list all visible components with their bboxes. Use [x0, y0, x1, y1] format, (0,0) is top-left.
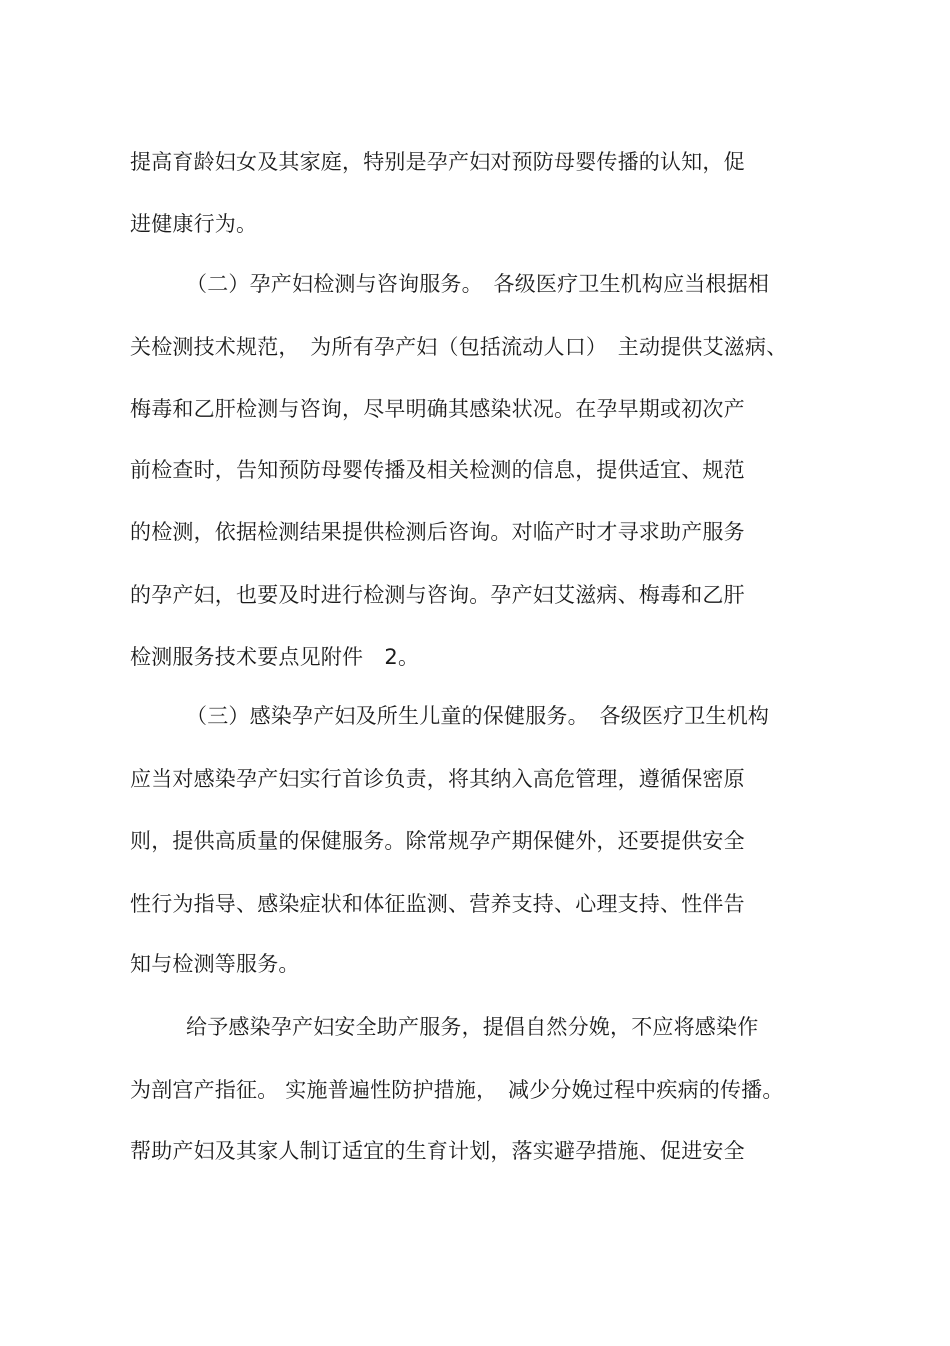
text-line: 的检测，依据检测结果提供检测后咨询。对临产时才寻求助产服务: [130, 520, 745, 544]
text-line: 应当对感染孕产妇实行首诊负责，将其纳入高危管理，遵循保密原: [130, 767, 745, 791]
paragraph-start-line: 给予感染孕产妇安全助产服务，提倡自然分娩，不应将感染作: [186, 1015, 759, 1039]
text-line: 梅毒和乙肝检测与咨询，尽早明确其感染状况。在孕早期或初次产: [130, 397, 745, 421]
text-line: 知与检测等服务。: [130, 952, 300, 976]
text-line: 性行为指导、感染症状和体征监测、营养支持、心理支持、性伴告: [130, 892, 745, 916]
text-line: 的孕产妇，也要及时进行检测与咨询。孕产妇艾滋病、梅毒和乙肝: [130, 583, 745, 607]
text-line: 前检查时，告知预防母婴传播及相关检测的信息，提供适宜、规范: [130, 458, 745, 482]
section-heading-line: （二）孕产妇检测与咨询服务。 各级医疗卫生机构应当根据相: [186, 272, 770, 296]
section-heading-line: （三）感染孕产妇及所生儿童的保健服务。 各级医疗卫生机构: [186, 704, 770, 728]
text-line: 为剖宫产指征。 实施普遍性防护措施， 减少分娩过程中疾病的传播。: [130, 1078, 784, 1102]
text-line: 检测服务技术要点见附件 2。: [130, 645, 420, 669]
text-line: 关检测技术规范， 为所有孕产妇（包括流动人口） 主动提供艾滋病、: [130, 335, 788, 359]
text-line: 提高育龄妇女及其家庭，特别是孕产妇对预防母婴传播的认知，促: [130, 150, 745, 174]
text-line: 则，提供高质量的保健服务。除常规孕产期保健外，还要提供安全: [130, 829, 745, 853]
text-line: 进健康行为。: [130, 212, 258, 236]
text-line: 帮助产妇及其家人制订适宜的生育计划，落实避孕措施、促进安全: [130, 1139, 745, 1163]
